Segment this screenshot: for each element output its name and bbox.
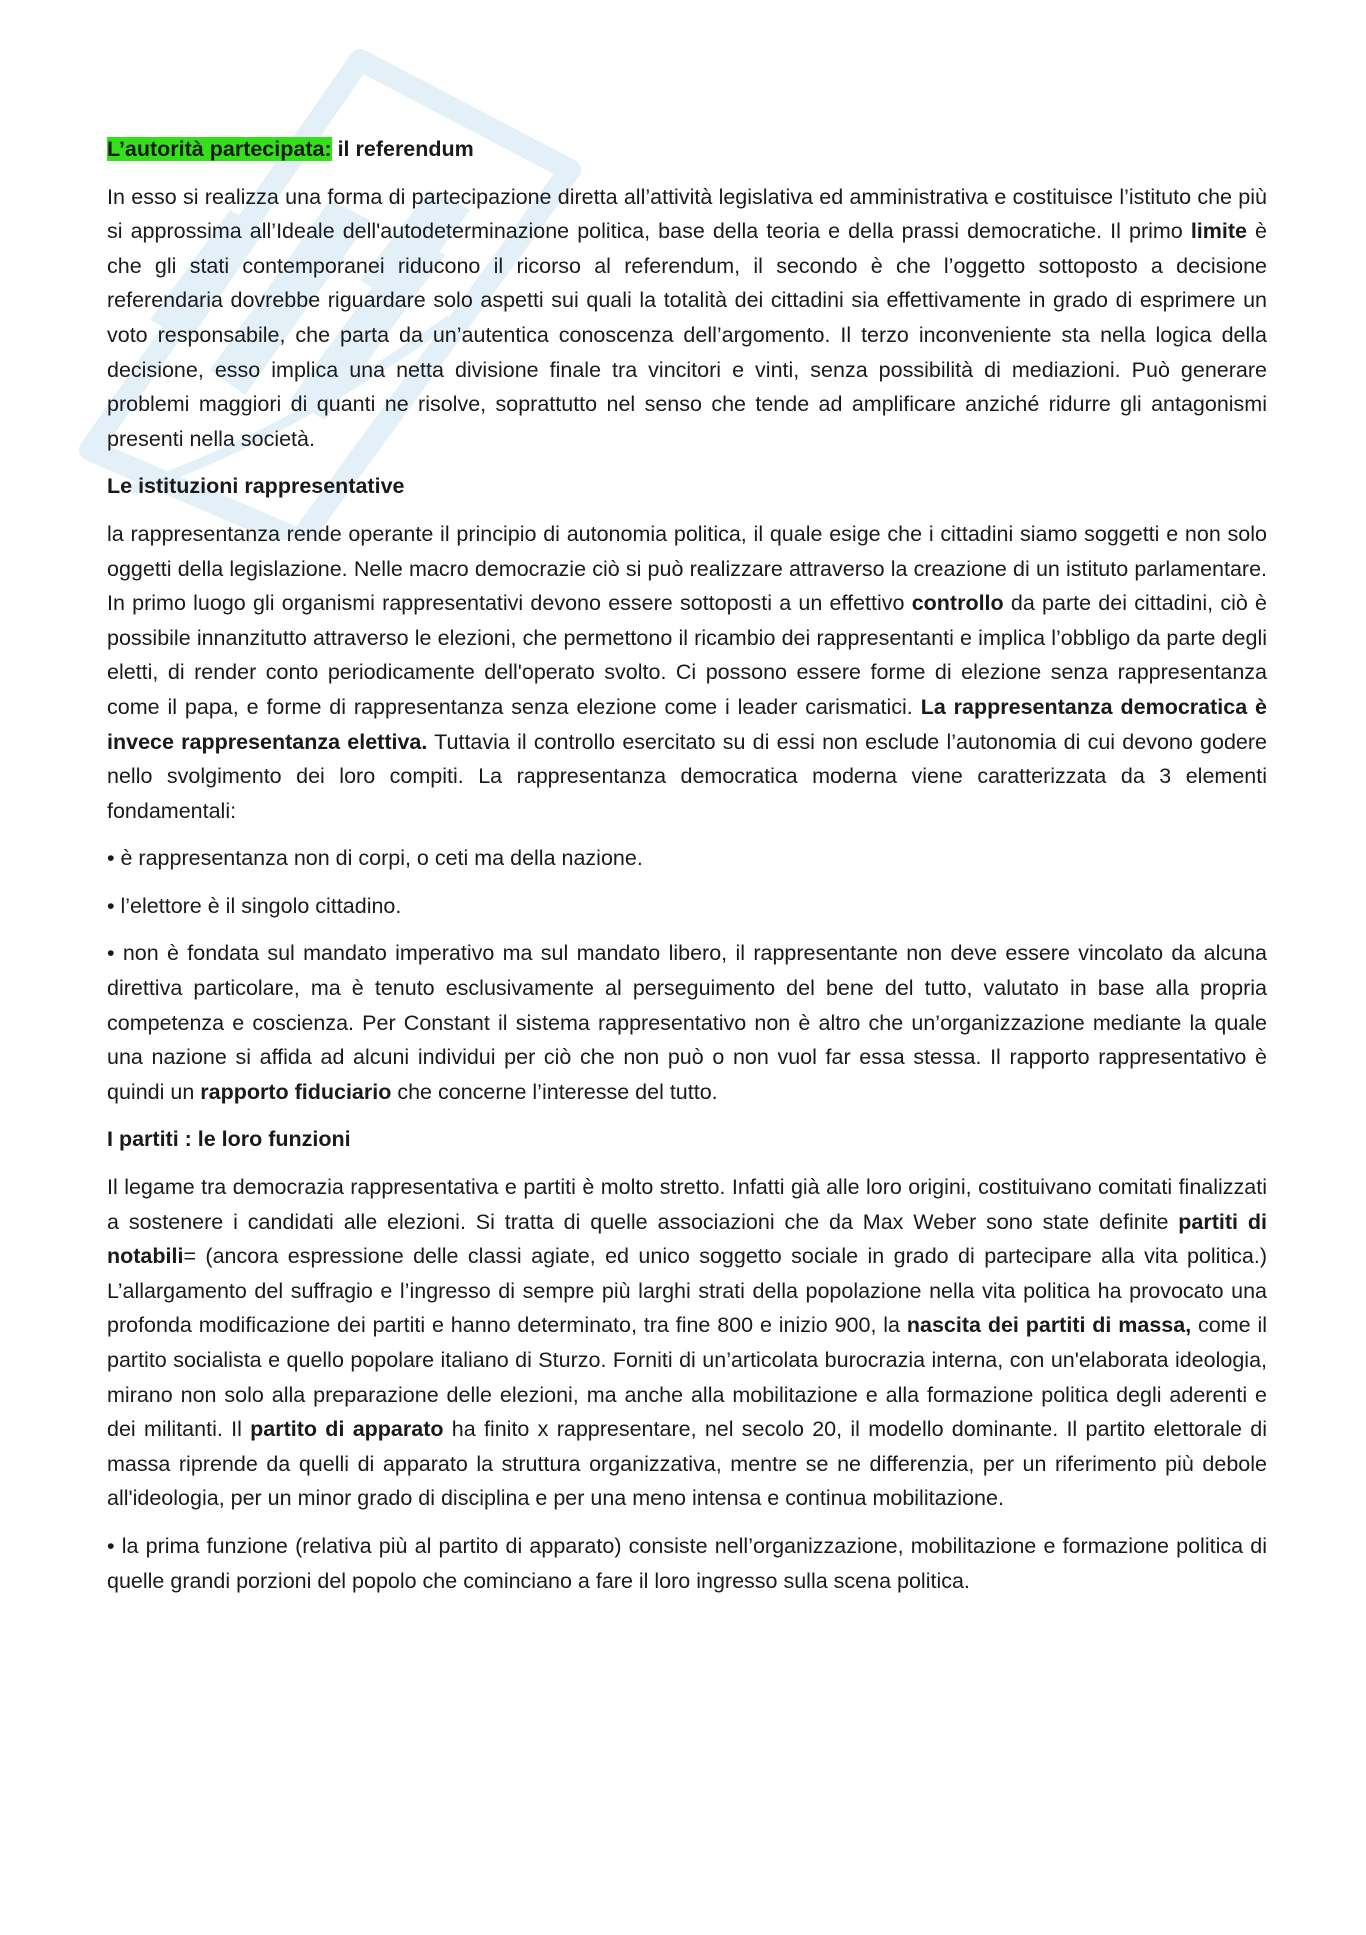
text-run: che concerne l’interesse del tutto. — [391, 1079, 718, 1104]
bold-term: nascita dei partiti di massa, — [906, 1313, 1192, 1338]
text-run: • non è fondata sul mandato imperativo ma sul mandato libero, il rappresentante non deve essere vincolato da alcuna direttiva particolare, ma è tenuto esclusivamente al perseguimento del bene del tutto, valutato in base alla propria competenza e coscienza. Per Constant il sistema rappresentativo non è altro che un’organizzazione mediante la quale una nazione si affida ad alcuni individui per ciò che non può o non vuol far essa stessa. Il rapporto rappresentativo è quindi un — [107, 941, 1267, 1104]
heading-rest-text: il referendum — [331, 137, 474, 161]
text-run: da parte dei cittadini, ciò è possibile innanzitutto attraverso le elezioni, che permettono il ricambio dei rappresentanti e implica l’obbligo da parte degli eletti, di render conto periodicamente dell'operato svolto. Ci possono essere forme di elezione senza rappresentanza come il papa, e forme di rappresentanza senza elezione come i leader carismatici. — [107, 591, 1267, 719]
bullet-item: • la prima funzione (relativa più al partito di apparato) consiste nell’organizzazione, mobilitazione e formazione politica di quelle grandi porzioni del popolo che cominciano a fare il loro ingresso sulla scena politica. — [107, 1533, 1267, 1593]
bullet-item: • è rappresentanza non di corpi, o ceti ma della nazione. — [107, 846, 643, 871]
bullet-item: • l’elettore è il singolo cittadino. — [107, 893, 402, 918]
section-heading-partiti: I partiti : le loro funzioni — [107, 1127, 351, 1152]
section-heading-referendum — [107, 132, 1267, 167]
text-run: ha finito x rappresentare, nel secolo 20, il modello dominante. Il partito elettorale di massa riprende da quelli di apparato la struttura organizzativa, mentre se ne differenzia, per un riferimento più debole all'ideologia, per un minor grado di disciplina e per una meno intensa e continua mobilitazione. — [107, 1417, 1267, 1511]
section-heading-istituzioni: Le istituzioni rappresentative — [107, 474, 405, 499]
text-run: Il legame tra democrazia rappresentativa e partiti è molto stretto. Infatti già alle loro origini, costituivano comitati finalizzati a sostenere i candidati alle elezioni. Si tratta di quelle associazioni che da Max Weber sono state definite — [107, 1175, 1267, 1234]
paragraph-rappresentanza — [107, 517, 1267, 828]
bold-term: partito di apparato — [250, 1417, 444, 1442]
text-run: come il partito socialista e quello popolare italiano di Sturzo. Forniti di un’articolata burocrazia interna, con un'elaborata ideologia, mirano non solo alla preparazione delle elezioni, ma anche alla mobilitazione e alla formazione politica degli aderenti e dei militanti. Il — [107, 1313, 1267, 1442]
paragraph-partiti — [107, 1170, 1267, 1516]
text-run: Tuttavia il controllo esercitato su di essi non esclude l’autonomia di cui devono godere nello svolgimento dei loro compiti. La rappresentanza democratica moderna viene caratterizzata da 3 elementi fondamentali: — [107, 729, 1267, 823]
highlighted-heading-text: L’autorità partecipata: — [107, 137, 332, 161]
bullet-item — [107, 936, 1267, 1109]
document-body — [107, 128, 1267, 1611]
bold-term: partiti di notabili — [107, 1209, 1267, 1269]
bold-term: limite — [1190, 219, 1247, 244]
text-run: In esso si realizza una forma di partecipazione diretta all’attività legislativa ed amministrativa e costituisce l’istituto che più si approssima all’Ideale dell'autodeterminazione politica, base della teoria e della prassi democratiche. Il primo — [107, 184, 1267, 244]
bold-term: rapporto fiduciario — [200, 1079, 392, 1104]
paragraph-referendum — [107, 180, 1267, 457]
bold-term: controllo — [911, 591, 1004, 616]
text-run: = (ancora espressione delle classi agiate, ed unico soggetto sociale in grado di partecipare alla vita politica.) L’allargamento del suffragio e l’ingresso di sempre più larghi strati della popolazione nella vita politica ha provocato una profonda modificazione dei partiti e hanno determinato, tra fine 800 e inizio 900, la — [107, 1244, 1267, 1338]
text-run: la rappresentanza rende operante il principio di autonomia politica, il quale esige che i cittadini siamo soggetti e non solo oggetti della legislazione. Nelle macro democrazie ciò si può realizzare attraverso la creazione di un istituto parlamentare. In primo luogo gli organismi rappresentativi devono essere sottoposti a un effettivo — [107, 521, 1267, 616]
text-run: è che gli stati contemporanei riducono il ricorso al referendum, il secondo è che l’oggetto sottoposto a decisione referendaria dovrebbe riguardare solo aspetti sui quali la totalità dei cittadini sia effettivamente in grado di esprimere un voto responsabile, che parta da un’autentica conoscenza dell’argomento. Il terzo inconveniente sta nella logica della decisione, esso implica una netta divisione finale tra vincitori e vinti, senza possibilità di mediazioni. Può generare problemi maggiori di quanti ne risolve, soprattutto nel senso che tende ad amplificare anziché ridurre gli antagonismi presenti nella società. — [107, 219, 1267, 451]
bold-term: La rappresentanza democratica è invece rappresentanza elettiva. — [107, 694, 1268, 754]
